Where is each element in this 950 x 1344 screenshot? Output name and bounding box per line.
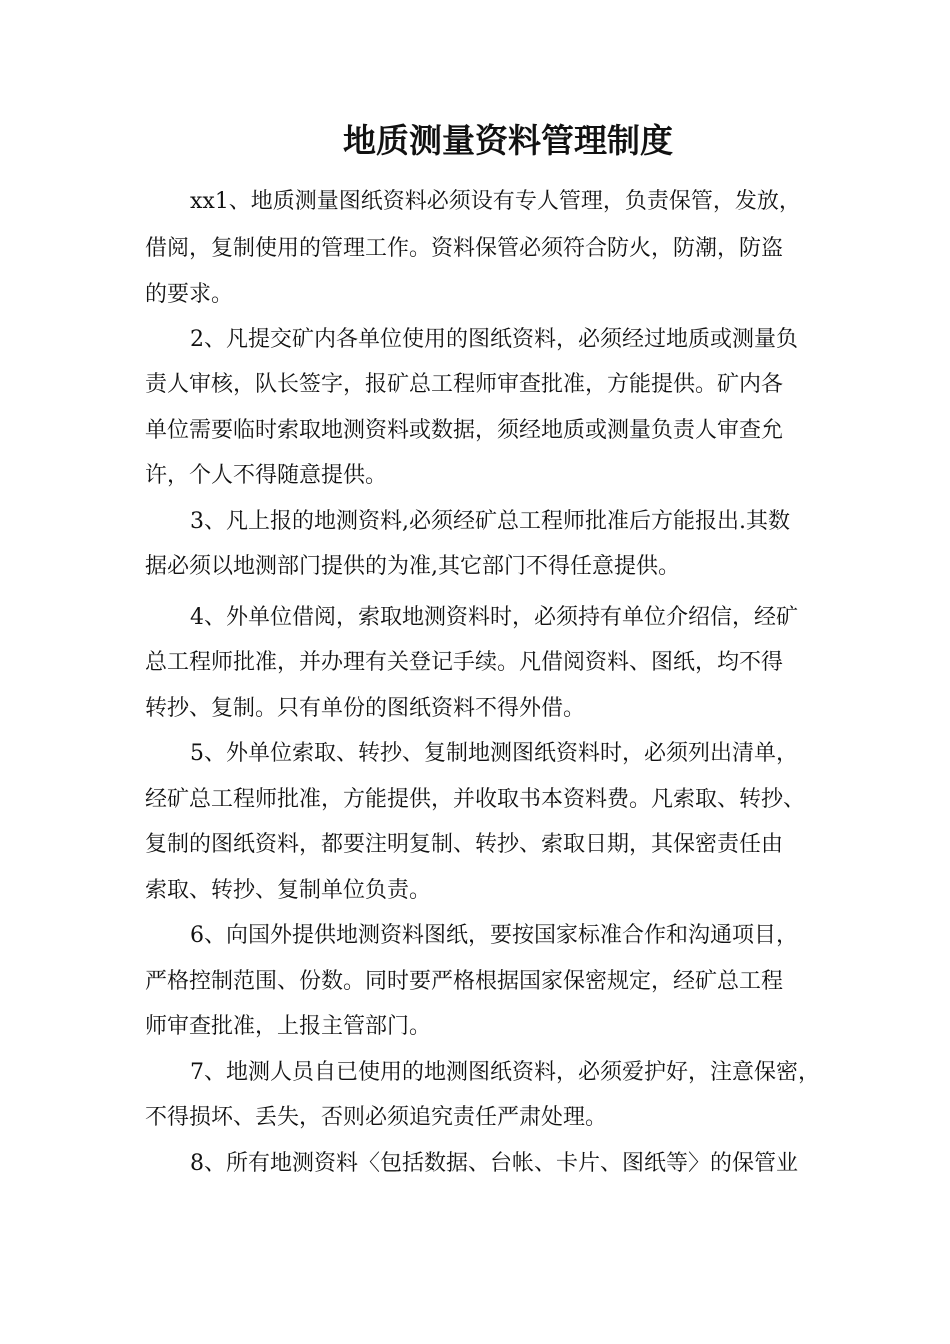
paragraph-5-line-2: 经矿总工程师批准，方能提供，并收取书本资料费。凡索取、转抄、 xyxy=(145,787,806,812)
paragraph-5-line-1: 5、外单位索取、转抄、复制地测图纸资料时，必须列出清单， xyxy=(190,741,798,766)
paragraph-6-line-1: 6、向国外提供地测资料图纸，要按国家标准合作和沟通项目， xyxy=(190,923,798,948)
document-title: 地质测量资料管理制度 xyxy=(343,121,673,160)
paragraph-5-line-3: 复制的图纸资料，都要注明复制、转抄、索取日期，其保密责任由 xyxy=(145,832,784,857)
paragraph-4-line-3: 转抄、复制。只有单份的图纸资料不得外借。 xyxy=(145,696,586,721)
paragraph-1-line-3: 的要求。 xyxy=(145,282,234,307)
paragraph-3-line-1: 3、凡上报的地测资料,必须经矿总工程师批准后方能报出.其数 xyxy=(190,509,790,534)
paragraph-2-line-1: 2、凡提交矿内各单位使用的图纸资料，必须经过地质或测量负 xyxy=(190,327,798,352)
paragraph-4-line-1: 4、外单位借阅，索取地测资料时，必须持有单位介绍信，经矿 xyxy=(190,605,798,630)
paragraph-7-line-1: 7、地测人员自已使用的地测图纸资料，必须爱护好，注意保密， xyxy=(190,1060,820,1085)
paragraph-6-line-2: 严格控制范围、份数。同时要严格根据国家保密规定，经矿总工程 xyxy=(145,969,784,994)
paragraph-3-line-2: 据必须以地测部门提供的为准,其它部门不得任意提供。 xyxy=(145,554,680,579)
paragraph-2-line-4: 许，个人不得随意提供。 xyxy=(145,463,388,488)
paragraph-6-line-3: 师审查批准，上报主管部门。 xyxy=(145,1014,432,1039)
paragraph-1-line-1: xx1、地质测量图纸资料必须设有专人管理，负责保管，发放， xyxy=(190,189,801,214)
paragraph-1-line-2: 借阅，复制使用的管理工作。资料保管必须符合防火，防潮，防盗 xyxy=(145,236,784,261)
paragraph-2-line-2: 责人审核，队长签字，报矿总工程师审查批准，方能提供。矿内各 xyxy=(145,372,784,397)
paragraph-5-line-4: 索取、转抄、复制单位负责。 xyxy=(145,878,432,903)
paragraph-8-line-1: 8、所有地测资料〈包括数据、台帐、卡片、图纸等〉的保管业 xyxy=(190,1151,798,1176)
paragraph-2-line-3: 单位需要临时索取地测资料或数据，须经地质或测量负责人审查允 xyxy=(145,418,784,443)
paragraph-7-line-2: 不得损坏、丢失，否则必须追究责任严肃处理。 xyxy=(145,1105,608,1130)
paragraph-4-line-2: 总工程师批准，并办理有关登记手续。凡借阅资料、图纸，均不得 xyxy=(145,650,784,675)
